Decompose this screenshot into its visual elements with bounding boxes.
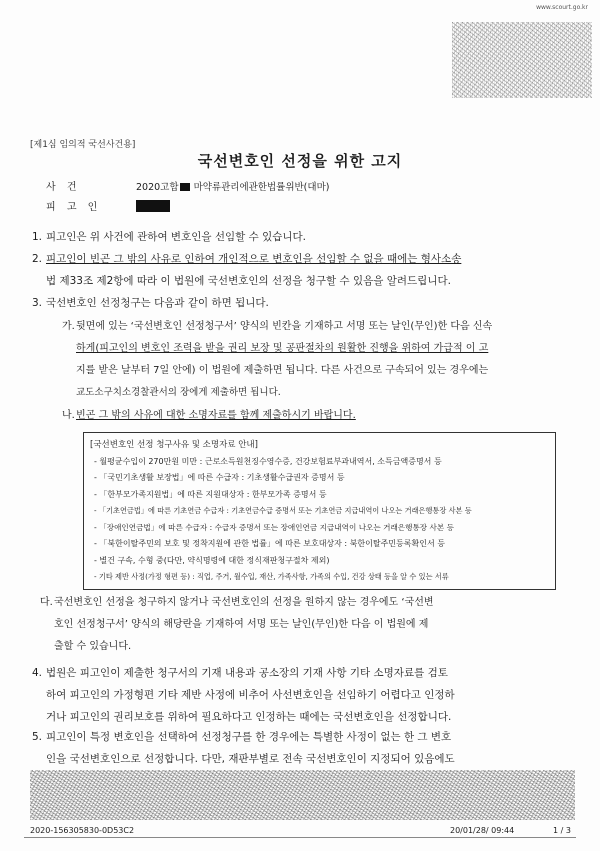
guidance-box (83, 432, 556, 590)
guidance-line: - 기타 제반 사정(가정 형편 등) : 직업, 주거, 월수입, 재산, 가족사항, 가족의 수입, 건강 상태 등을 알 수 있는 서류 (94, 572, 449, 581)
guidance-title: [국선변호인 선정 청구사유 및 소명자료 안내] (90, 440, 258, 450)
item-3b: 나.빈곤 그 밖의 사유에 대한 소명자료를 함께 제출하시기 바랍니다. (62, 410, 356, 421)
site-url: www.scourt.go.kr (536, 4, 588, 11)
guidance-line: - 「국민기초생활 보장법」에 따른 수급자 : 기초생활수급권자 증명서 등 (94, 473, 345, 482)
item-1: 1. 피고인은 위 사건에 관하여 변호인을 선임할 수 있습니다. (32, 231, 306, 243)
guidance-line: - 월평균수입이 270만원 미만 : 근로소득원천징수영수증, 건강보험료부과내역서, 소득금액증명서 등 (94, 456, 442, 466)
defendant-row (46, 198, 170, 213)
guidance-line: - 「한부모가족지원법」에 따른 지원대상자 : 한부모가족 증명서 등 (94, 489, 327, 499)
print-timestamp: 20/01/28/ 09:44 (450, 826, 515, 835)
guidance-line: - 별건 구속, 수형 중(다만, 약식명령에 대한 정식재판청구절차 제외) (94, 555, 330, 565)
page-number: 1 / 3 (553, 826, 571, 835)
item-3c: 다.국선변호인 선정을 청구하지 않거나 국선변호인의 선정을 원하지 않는 경우에도 ‘국선변 호인 선정청구서’ 양식의 해당란을 기재하여 서명 또는 날인(무인)한 다음 이 법원에 제 출할 수 있습니다. (40, 597, 434, 652)
guidance-line: - 「장애인연금법」에 따른 수급자 : 수급자 증명서 또는 장애인연금 지급내역이 나오는 거래은행통장 사본 등 (94, 522, 454, 532)
defendant-name-redaction (136, 200, 170, 212)
barcode-noise-top (452, 22, 592, 98)
document-title: 국선변호인 선정을 위한 고지 (197, 152, 403, 170)
guidance-line: - 「기초연금법」에 따른 기초연금 수급자 : 기초연금수급 증명서 또는 기초연금 지급내역이 나오는 거래은행통장 사본 등 (94, 506, 472, 515)
case-number: 2020고합 (136, 181, 179, 193)
case-name: 마약류관리에관한법률위반(대마) (193, 181, 330, 193)
case-redaction (180, 183, 190, 191)
barcode-noise-bottom (30, 770, 575, 820)
court-tag: [제1심 임의적 국선사건용] (30, 140, 136, 150)
guidance-line: - 「북한이탈주민의 보호 및 정착지원에 관한 법률」에 따른 보호대상자 : 북한이탈주민등록확인서 등 (94, 539, 445, 548)
footer-rule (24, 837, 576, 838)
case-row (46, 178, 329, 193)
item-2: 2. 피고인이 빈곤 그 밖의 사유로 인하여 개인적으로 변호인을 선임할 수 없을 때에는 형사소송 법 제33조 제2항에 따라 이 법원에 국선변호인의 선정을 청구할 수 있음을 알려드립니다. (32, 253, 462, 287)
document-id: 2020-156305830-0D53C2 (30, 826, 135, 835)
item-3: 3. 국선변호인 선정청구는 다음과 같이 하면 됩니다. (32, 297, 269, 309)
defendant-label: 피 고 인 (46, 202, 102, 213)
item-4: 4. 법원은 피고인이 제출한 청구서의 기재 내용과 공소장의 기재 사항 기타 소명자료를 검토 하여 피고인의 가정형편 기타 제반 사정에 비추어 사선변호인을 선임하기 어렵다고 인정하 거나 피고인의 권리보호를 위하여 필요하다고 인정하는 때에는 국선변호인을 선정합니다. (32, 667, 455, 723)
item-5: 5. 피고인이 특정 변호인을 선택하여 선정청구를 한 경우에는 특별한 사정이 없는 한 그 변호 인을 국선변호인으로 선정합니다. 다만, 재판부별로 전속 국선변호인이 지정되어 있음에도 (32, 731, 455, 765)
case-value (136, 179, 329, 193)
item-3a: 가.뒷면에 있는 ‘국선변호인 선정청구서’ 양식의 빈칸을 기재하고 서명 또는 날인(무인)한 다음 신속 하게(피고인의 변호인 조력을 받을 권리 보장 및 공판절차의 원활한 진행을 위하여 가급적 이 고 지를 받은 날부터 7일 안에) 이 법원에 제출하면 됩니다. 다른 사건으로 구속되어 있는 경우에는 교도소구치소경찰관서의 장에게 제출하면 됩니다. (62, 321, 493, 398)
case-label: 사 건 (46, 182, 81, 193)
